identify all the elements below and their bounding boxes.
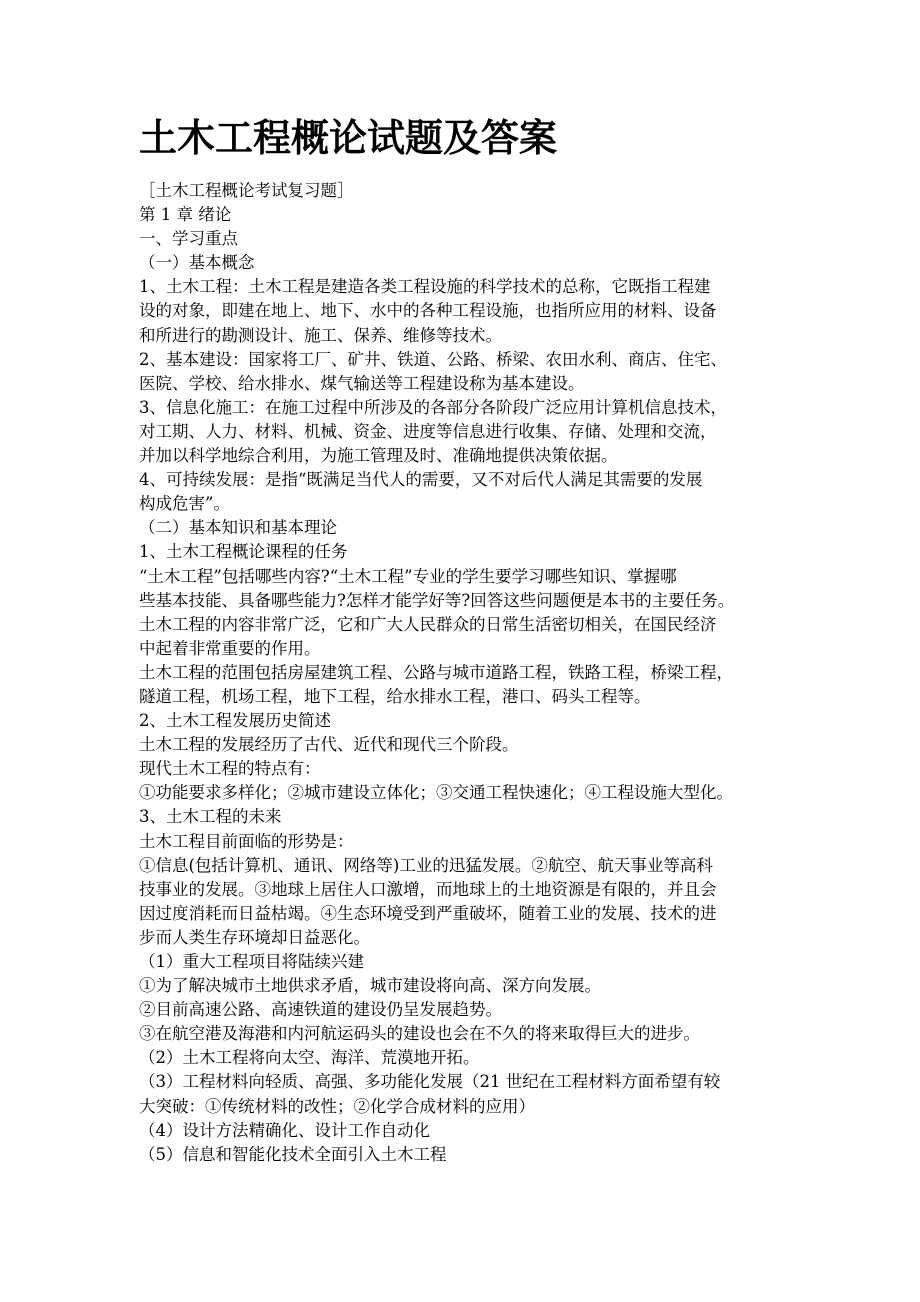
text-line: （2）土木工程将向太空、海洋、荒漠地开拓。	[139, 1048, 480, 1068]
text-line: 隧道工程，机场工程，地下工程，给水排水工程，港口、码头工程等。	[139, 686, 651, 706]
text-line: ①信息(包括计算机、通讯、网络等)工业的迅猛发展。②航空、航天事业等高科	[139, 855, 713, 875]
text-line: 步而人类生存环境却日益恶化。	[139, 927, 370, 947]
text-line: ③在航空港及海港和内河航运码头的建设也会在不久的将来取得巨大的进步。	[139, 1024, 700, 1044]
text-line: （3）工程材料向轻质、高强、多功能化发展（21 世纪在工程材料方面希望有较	[139, 1072, 721, 1092]
text-line: （1）重大工程项目将陆续兴建	[139, 952, 364, 971]
text-line: 医院、学校、给水排水、煤气输送等工程建设称为基本建设。	[139, 373, 585, 393]
text-line: 土木工程的发展经历了古代、近代和现代三个阶段。	[139, 735, 519, 755]
text-line: 技事业的发展。③地球上居住人口激增，而地球上的土地资源是有限的，并且会	[139, 879, 717, 899]
text-line: ［土木工程概论考试复习题］	[139, 181, 354, 200]
text-line: 1、土木工程概论课程的任务	[139, 542, 348, 562]
text-line: 中起着非常重要的作用。	[139, 638, 321, 658]
text-line: 土木工程的范围包括房屋建筑工程、公路与城市道路工程，铁路工程，桥梁工程，	[139, 662, 733, 682]
text-line: （二）基本知识和基本理论	[139, 518, 337, 538]
text-line: 大突破：①传统材料的改性；②化学合成材料的应用）	[139, 1096, 535, 1116]
text-line: 设的对象，即建在地上、地下、水中的各种工程设施，也指所应用的材料、设备	[139, 301, 717, 321]
text-line: （一）基本概念	[139, 253, 255, 273]
page-title: 土木工程概论试题及答案	[139, 115, 558, 160]
text-line: 3、信息化施工：在施工过程中所涉及的各部分各阶段广泛应用计算机信息技术，	[139, 397, 727, 417]
text-line: ①功能要求多样化；②城市建设立体化；③交通工程快速化；④工程设施大型化。	[139, 783, 733, 803]
text-line: 2、基本建设：国家将工厂、矿井、铁道、公路、桥梁、农田水利、商店、住宅、	[139, 349, 727, 369]
text-line: 一、学习重点	[139, 229, 238, 249]
text-line: （5）信息和智能化技术全面引入土木工程	[139, 1144, 447, 1164]
text-line: 土木工程的内容非常广泛，它和广大人民群众的日常生活密切相关，在国民经济	[139, 614, 717, 634]
text-line: 些基本技能、具备哪些能力?怎样才能学好等?回答这些问题便是本书的主要任务。	[139, 590, 735, 610]
text-line: 现代土木工程的特点有：	[139, 759, 321, 779]
text-line: 和所进行的勘测设计、施工、保养、维修等技术。	[139, 325, 502, 345]
text-line: 构成危害”。	[139, 494, 230, 514]
text-line: 土木工程目前面临的形势是：	[139, 831, 354, 851]
text-line: 并加以科学地综合利用，为施工管理及时、准确地提供决策依据。	[139, 446, 618, 466]
text-line: “土木工程”包括哪些内容?“土木工程”专业的学生要学习哪些知识、掌握哪	[139, 566, 677, 586]
document-body	[139, 179, 781, 1167]
text-line: 4、可持续发展：是指“既满足当代人的需要，又不对后代人满足其需要的发展	[139, 470, 703, 490]
text-line: 2、土木工程发展历史简述	[139, 711, 331, 731]
text-line: 1、土木工程：土木工程是建造各类工程设施的科学技术的总称，它既指工程建	[139, 277, 711, 297]
text-line: 对工期、人力、材料、机械、资金、进度等信息进行收集、存储、处理和交流，	[139, 421, 717, 441]
text-line: 第 1 章 绪论	[139, 205, 232, 225]
text-line: 3、土木工程的未来	[139, 807, 282, 827]
text-line: ②目前高速公路、高速铁道的建设仍呈发展趋势。	[139, 1000, 502, 1020]
text-line: （4）设计方法精确化、设计工作自动化	[139, 1120, 430, 1140]
text-line: ①为了解决城市土地供求矛盾，城市建设将向高、深方向发展。	[139, 976, 601, 996]
text-line: 因过度消耗而日益枯竭。④生态环境受到严重破坏，随着工业的发展、技术的进	[139, 903, 717, 923]
